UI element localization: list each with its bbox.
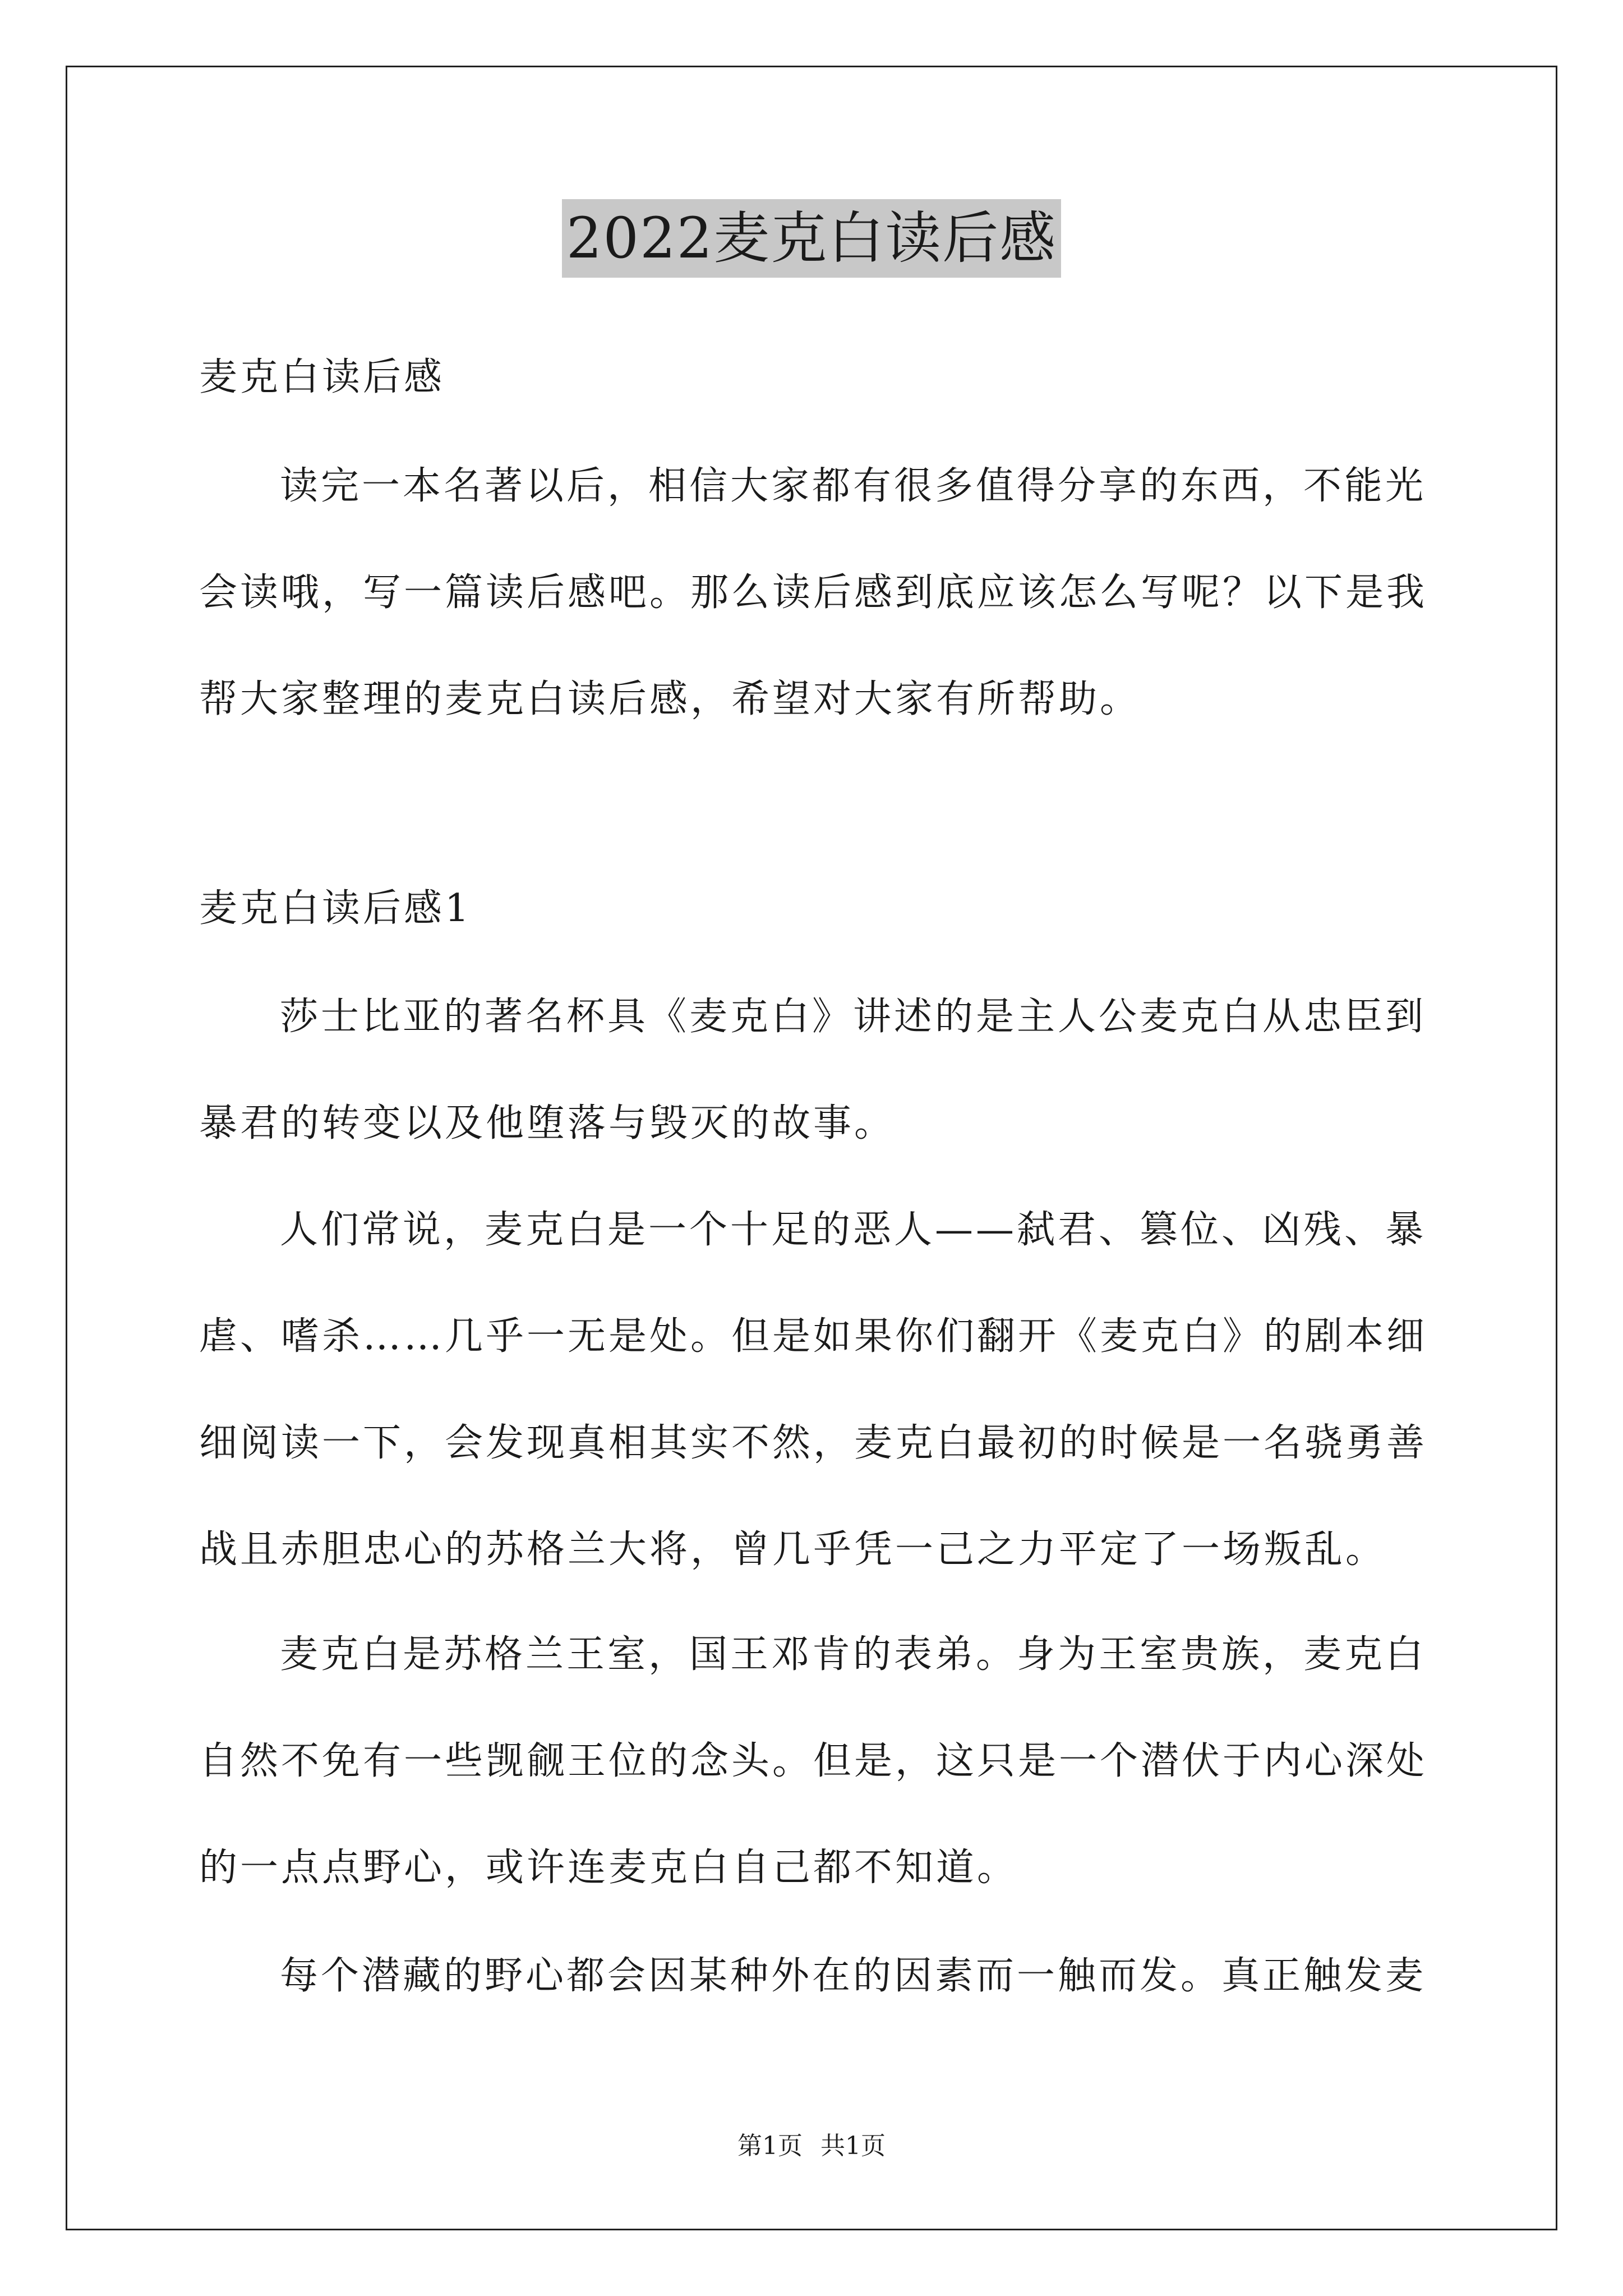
paragraph-line: 虐、嗜杀……几乎一无是处。但是如果你们翻开《麦克白》的剧本细 bbox=[199, 1314, 1428, 1359]
section-heading: 麦克白读后感1 bbox=[199, 886, 472, 931]
paragraph-line: 每个潜藏的野心都会因某种外在的因素而一触而发。真正触发麦 bbox=[280, 1954, 1427, 1998]
document-title: 2022麦克白读后感 bbox=[562, 199, 1062, 278]
paragraph-line: 麦克白是苏格兰王室，国王邓肯的表弟。身为王室贵族，麦克白 bbox=[280, 1632, 1427, 1677]
heading: 麦克白读后感 bbox=[199, 355, 445, 399]
intro-line: 帮大家整理的麦克白读后感，希望对大家有所帮助。 bbox=[199, 677, 1141, 721]
intro-line: 读完一本名著以后，相信大家都有很多值得分享的东西，不能光 bbox=[280, 464, 1427, 508]
intro-line: 会读哦，写一篇读后感吧。那么读后感到底应该怎么写呢？以下是我 bbox=[199, 570, 1428, 615]
paragraph-line: 战且赤胆忠心的苏格兰大将，曾几乎凭一己之力平定了一场叛乱。 bbox=[199, 1527, 1387, 1572]
page-total: 共1页 bbox=[820, 2132, 886, 2160]
title-container bbox=[0, 199, 1623, 278]
page-footer bbox=[0, 2129, 1623, 2163]
page-number: 第1页 bbox=[737, 2132, 803, 2160]
paragraph-line: 细阅读一下，会发现真相其实不然，麦克白最初的时候是一名骁勇善 bbox=[199, 1421, 1428, 1465]
paragraph-line: 自然不免有一些觊觎王位的念头。但是，这只是一个潜伏于内心深处 bbox=[199, 1739, 1428, 1783]
paragraph-line: 莎士比亚的著名杯具《麦克白》讲述的是主人公麦克白从忠臣到 bbox=[280, 995, 1427, 1039]
paragraph-line: 的一点点野心，或许连麦克白自己都不知道。 bbox=[199, 1846, 1018, 1890]
paragraph-line: 暴君的转变以及他堕落与毁灭的故事。 bbox=[199, 1101, 896, 1145]
paragraph-line: 人们常说，麦克白是一个十足的恶人——弑君、篡位、凶残、暴 bbox=[280, 1208, 1427, 1252]
